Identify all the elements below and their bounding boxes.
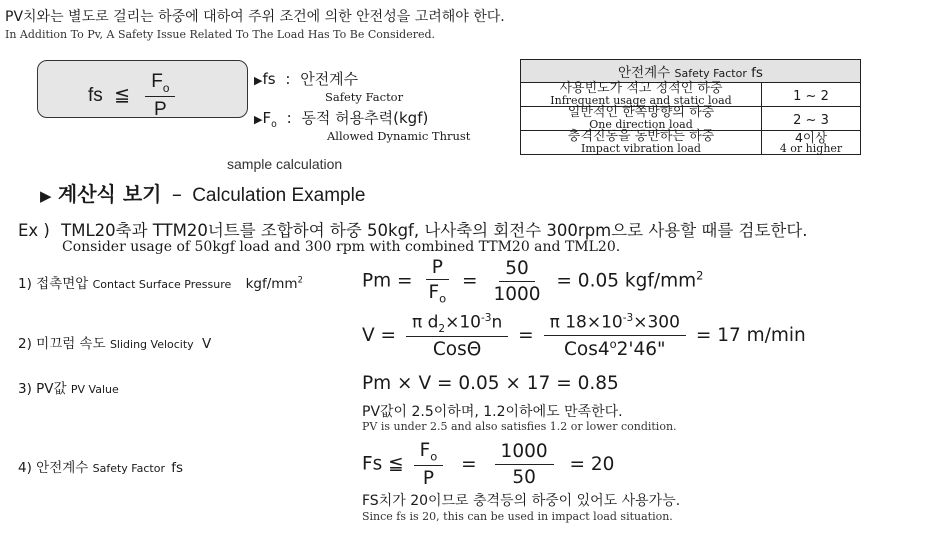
step1-eq2: = <box>462 270 478 292</box>
row-direction-value: 2 ~ 3 <box>793 113 829 128</box>
formula-num: F <box>151 71 163 92</box>
step4-f1-den: P <box>422 467 434 489</box>
step4-eq2: = <box>461 453 477 475</box>
step2-f2-num-a: π 18×10 <box>549 313 623 334</box>
row-impact-en: Impact vibration load <box>581 142 701 155</box>
step2-fraction-2 <box>544 312 686 360</box>
step2-f1-num-sub: 2 <box>438 323 446 336</box>
row-direction-ko: 일반적인 한쪽방향의 하중 <box>567 105 715 120</box>
legend-fo-korean: 동적 허용추력(kgf) <box>301 109 429 127</box>
intro-english: In Addition To Pv, A Safety Issue Related To The Load Has To Be Considered. <box>5 28 436 41</box>
step1-result-sup: 2 <box>696 268 704 283</box>
legend-fs-korean: 안전계수 <box>300 70 359 88</box>
step4-note-ko: FS치가 20이므로 충격등의 하중이 있어도 사용가능. <box>362 493 681 509</box>
intro-korean: PV치와는 별도로 걸리는 하중에 대하여 주위 조건에 의한 안전성을 고려해야 한다. <box>5 9 505 25</box>
table-header-row <box>521 60 861 83</box>
step1-unit-sup: 2 <box>297 274 303 285</box>
step2-label <box>18 332 211 352</box>
step3-note-ko: PV값이 2.5이하며, 1.2이하에도 만족한다. <box>362 404 623 420</box>
example-korean: TML20축과 TTM20너트를 조합하여 하중 50kgf, 나사축의 회전수 300rpm으로 사용할 때를 검토한다. <box>61 221 808 240</box>
step2-f1-num-b: ×10 <box>445 312 481 333</box>
table-row <box>521 107 861 131</box>
step2-result: = 17 m/min <box>695 325 806 347</box>
step2-f2-num-b: ×300 <box>633 313 680 334</box>
formula-fraction <box>145 71 175 121</box>
legend-fs-english: Safety Factor <box>325 90 404 104</box>
step2-f2-den-b: 2'46" <box>616 338 666 360</box>
step3-label <box>18 377 119 397</box>
title-dash: – <box>171 182 182 206</box>
step1-f2-den: 1000 <box>493 283 541 305</box>
example-english: Consider usage of 50kgf load and 300 rpm with combined TTM20 and TML20. <box>62 239 621 255</box>
sample-subtitle: sample calculation <box>227 156 343 172</box>
step4-lhs: Fs ≦ <box>362 453 404 475</box>
legend-fs <box>254 68 358 89</box>
step4-fraction-1 <box>414 440 444 489</box>
step2-label-en: Sliding Velocity <box>109 338 194 351</box>
step1-lhs: Pm = <box>362 270 413 292</box>
row-usage-ko: 사용빈도가 적고 정적인 하중 <box>559 81 723 96</box>
step2-fraction-1 <box>406 312 508 360</box>
formula-num-sub: o <box>162 81 170 95</box>
step1-label-ko: 1) 접촉면압 <box>18 276 89 292</box>
step1-f2-num: 50 <box>499 258 535 281</box>
step1-unit: kgf/mm <box>245 276 298 292</box>
table-row <box>521 131 861 155</box>
table-row <box>521 83 861 107</box>
step4-f2-den: 50 <box>512 466 536 488</box>
step1-f1-num: P <box>426 257 449 280</box>
step4-note-en: Since fs is 20, this can be used in impact load situation. <box>362 510 673 523</box>
row-impact-value: 4이상 <box>794 129 828 145</box>
table-header-en: Safety Factor <box>674 67 747 80</box>
formula-op: ≦ <box>114 85 130 107</box>
row-usage-en: Infrequent usage and static load <box>550 94 732 107</box>
step3-equation: Pm × V = 0.05 × 17 = 0.85 <box>362 373 619 394</box>
step1-result: = 0.05 kgf/mm <box>556 270 697 292</box>
step4-label-sym: fs <box>171 460 184 476</box>
legend-colon: : <box>285 70 291 88</box>
step4-label-ko: 4) 안전계수 <box>18 460 89 476</box>
step2-lhs: V = <box>362 325 397 347</box>
step4-fraction-2 <box>495 441 554 488</box>
row-impact-ko: 충격진동을 동반하는 하중 <box>567 129 715 144</box>
step2-f2-den-sup: o <box>609 336 617 351</box>
step4-f2-num: 1000 <box>495 441 554 464</box>
row-impact-value-en: 4 or higher <box>779 141 843 155</box>
step4-equation <box>362 440 614 489</box>
step4-label <box>18 456 183 476</box>
step2-f2-num-sup: -3 <box>622 312 634 325</box>
step2-f2-den-a: Cos4 <box>563 338 610 360</box>
step1-label-en: Contact Surface Pressure <box>92 278 232 291</box>
title-korean: 계산식 보기 <box>57 182 162 206</box>
step2-f1-num-sup: -3 <box>480 312 492 324</box>
step2-label-ko: 2) 미끄럼 속도 <box>18 336 106 352</box>
legend-fs-symbol: fs <box>262 70 276 88</box>
step2-label-sym: V <box>202 336 212 352</box>
formula-lhs: fs <box>88 85 103 107</box>
table-header-sym: fs <box>751 65 763 81</box>
step2-eq2: = <box>518 325 534 347</box>
legend-colon-2: : <box>286 109 292 127</box>
step3-label-ko: 3) PV값 <box>18 381 67 397</box>
step3-label-en: PV Value <box>70 383 119 396</box>
safety-formula-box <box>37 60 248 121</box>
title-english: Calculation Example <box>192 185 366 206</box>
legend-arrow: ▶ <box>254 74 263 87</box>
step1-fraction-1 <box>422 257 452 306</box>
legend-fo-sub: o <box>271 119 277 130</box>
calculation-example-title <box>40 178 365 207</box>
step4-f1-num-sub: o <box>430 449 438 464</box>
legend-arrow-2: ▶ <box>254 113 263 126</box>
row-usage-value: 1 ~ 2 <box>793 89 829 104</box>
table-header-ko: 안전계수 <box>618 65 671 81</box>
step3-note-en: PV is under 2.5 and also satisfies 1.2 or lower condition. <box>362 420 677 433</box>
step1-f1-den-sub: o <box>439 291 447 306</box>
step1-label <box>18 272 303 292</box>
step4-f1-num: F <box>419 440 431 461</box>
row-direction-en: One direction load <box>589 118 693 131</box>
step4-label-en: Safety Factor <box>92 462 165 475</box>
step2-f1-num-c: n <box>491 312 503 333</box>
table-header <box>521 60 861 83</box>
legend-fo-english: Allowed Dynamic Thrust <box>327 129 471 143</box>
step2-f1-den: CosΘ <box>432 339 482 361</box>
legend-fo-symbol: F <box>262 109 272 127</box>
title-arrow: ▶ <box>40 187 52 205</box>
step4-result: = 20 <box>569 453 615 475</box>
formula-den: P <box>154 99 167 121</box>
step1-f1-den: F <box>428 282 440 304</box>
step1-equation <box>362 257 703 306</box>
example-statement <box>18 217 808 241</box>
step1-fraction-2 <box>487 258 546 305</box>
example-prefix: Ex ) <box>18 221 50 240</box>
step2-equation <box>362 312 806 360</box>
step2-f1-num-a: π d <box>411 312 439 333</box>
safety-factor-table <box>520 59 861 155</box>
legend-fo <box>254 107 428 130</box>
